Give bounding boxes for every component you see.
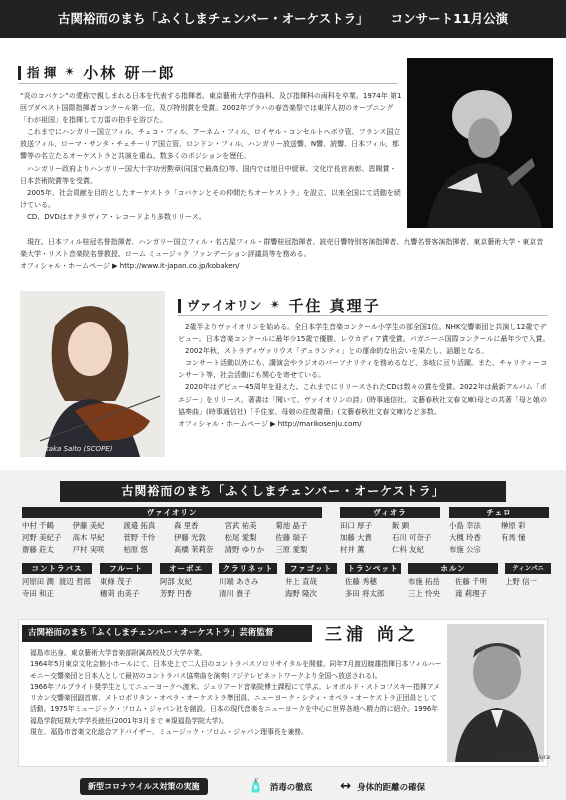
conductor-bio-sub (20, 236, 550, 272)
member-name: 小島 幸法 (449, 521, 481, 530)
member-name: 多田 将太郎 (345, 589, 385, 598)
member-name: 榊原 彩 (501, 521, 526, 530)
fagotto-members (285, 576, 337, 599)
star-icon: ✴ (64, 65, 76, 80)
bio-paragraph: CD、DVDはオクタヴィア・レコードより多数リリース。 (27, 212, 206, 221)
timpani-section (505, 563, 551, 587)
header-concert: コンサート11月公演 (390, 11, 509, 26)
section-label: ヴァイオリン (22, 507, 322, 518)
conductor-heading (18, 62, 176, 83)
member-name: 松尾 愛梨 (224, 533, 257, 542)
director-label: 古関裕而のまち「ふくしまチェンバー・オーケストラ」芸術監督 (22, 625, 312, 642)
member-name: 布施 公宗 (449, 545, 481, 554)
member-name: 清川 貴子 (219, 589, 251, 598)
director-photo-credit: photo:Yuhka Miura (494, 754, 550, 761)
bio-paragraph: 1966年フルブライト奨学生としてニューヨークへ渡米。ジュリアード音楽院博士課程にて学ぶ。レオポルド・ストコフスキー指揮アメリカン交響楽団副首席、メトロポリタン・オペラ・オーケストラ準団員、ニューヨーク・シティ・オペラ・オーケストラ正団員として活動。1975年ミュージック・フロム・ジャパン社を創設。日本の現代音楽をニューヨークを中心に世界各地へ精力的に紹介。1996年福島学院短期大学学長就任(2001年3月まで ※現福島学院大学)。 (30, 682, 440, 725)
member-name: 菊池 晶子 (275, 521, 308, 530)
conductor-photo (407, 58, 553, 228)
member-name: 佐藤 秀穂 (345, 577, 377, 586)
member-name: 河野 美紀子 (22, 533, 62, 542)
member-name: 川端 あさみ (219, 577, 259, 586)
violinist-photo (20, 291, 165, 457)
section-label: オーボエ (160, 563, 212, 574)
bio-paragraph: ハンガリー政府よりハンガリー国大十字功労勲章(同国で最高位)等、国内では旭日中綬章、文化庁長官表彰、恩賜賞・日本芸術院賞等を受賞。 (20, 164, 397, 185)
member-name: 滝 莉理子 (455, 589, 487, 598)
timpani-members (505, 576, 551, 587)
orchestra-title: 古関裕而のまち「ふくしまチェンバー・オーケストラ」 (60, 481, 506, 502)
section-label: ファゴット (285, 563, 337, 574)
member-name: 村井 薫 (340, 545, 365, 554)
bio-paragraph: 2002年秋、ストラディヴァリウス「デュランティ」との運命的な出会いを果たし、話題となる。 (185, 347, 489, 356)
member-name: 渡邉 拓真 (123, 521, 156, 530)
fagotto-section (285, 563, 337, 599)
violin-members (22, 520, 322, 555)
violinist-heading (178, 295, 381, 316)
member-name: 中村 千鶴 (22, 521, 54, 530)
bio-paragraph: 現在、福島市音楽文化総合アドバイザー、ミュージック・フロム・ジャパン理事長を兼務。 (30, 728, 308, 737)
violinist-name: 千住 真理子 (288, 297, 381, 315)
member-name: 石川 可奈子 (392, 533, 432, 542)
violin-section (22, 507, 322, 555)
violinist-website: オフィシャル・ホームページ ▶ http://marikosenju.com/ (178, 419, 362, 428)
member-name: 井上 直哉 (285, 577, 317, 586)
divider (18, 83, 398, 84)
member-name: 柏原 悠 (123, 545, 148, 554)
member-name: 加藤 大貴 (340, 533, 372, 542)
flute-members (100, 576, 152, 599)
trumpet-section (345, 563, 401, 599)
oboe-members (160, 576, 212, 599)
clarinet-members (219, 576, 277, 599)
violinist-photo-credit: ©Kiyotaka Saito (SCOPE) (24, 445, 113, 453)
member-name: 清野 ゆりか (224, 545, 264, 554)
cello-members (449, 520, 549, 555)
bio-paragraph: 2005年、社会貢献を目的としたオーケストラ「コバケンとその仲間たちオーケストラ」を設立、以来全国にて活動を続けている。 (20, 188, 401, 209)
member-name: 有馬 憧 (501, 533, 526, 542)
distance-icon: ↔ (340, 779, 352, 794)
bio-paragraph: 福島市出身。東京藝術大学音楽部附属高校及び大学卒業。 (30, 649, 207, 657)
section-label: チェロ (449, 507, 549, 518)
member-name: 海野 隆次 (285, 589, 317, 598)
section-label: コントラバス (22, 563, 92, 574)
member-name: 三上 怜央 (408, 589, 440, 598)
conductor-bio-main (20, 90, 402, 223)
clarinet-section (219, 563, 277, 599)
member-name: 東條 茂子 (100, 577, 132, 586)
member-name: 寺田 和正 (22, 589, 54, 598)
flute-section (100, 563, 152, 599)
bio-paragraph: 1964年5月東京文化会館小ホールにて、日本史上で二人目のコントラバスソロリサイタルを開催。同年7月渡辺暁雄指揮日本フィルハーモニー交響楽団と日本人として最初のコントラバス協奏曲を演奏(フジテレビネットワークより全国へ放送される)。 (30, 660, 442, 680)
trumpet-members (345, 576, 401, 599)
member-name: 大槻 玲香 (449, 533, 481, 542)
member-name: 仁科 友紀 (392, 545, 424, 554)
conductor-website: オフィシャル・ホームページ ▶ http://www.it-japan.co.jp/kobaken/ (20, 262, 240, 271)
bio-paragraph: “炎のコバケン”の愛称で親しまれる日本を代表する指揮者。東京藝術大学作曲科、及び指揮科の両科を卒業。1974年 第1回ブダペスト国際指揮者コンクール第一位、及び特別賞を受賞。2002年プラハの春音楽祭では東洋人初のオープニング「わが祖国」を指揮して万雷の拍手を浴びた。 (20, 92, 402, 125)
member-name: 佐藤 千明 (455, 577, 487, 586)
member-name: 戸村 実咲 (72, 545, 105, 554)
star-icon: ✴ (269, 298, 281, 313)
member-name: 佐藤 瑞子 (275, 533, 308, 542)
footer-item-distance: 身体的距離の確保 (357, 782, 426, 793)
conductor-name: 小林 研一郎 (83, 64, 176, 82)
member-name: 髙橋 茉莉奈 (174, 545, 214, 554)
member-name: 布施 拓岳 (408, 577, 440, 586)
violinist-role: ヴァイオリン (178, 299, 262, 313)
member-name: 上野 信一 (505, 577, 537, 586)
bio-paragraph: コンサート活動以外にも、講演会やラジオのパーソナリティを務めるなど、多岐に亘り活躍。また、チャリティーコンサート等、社会活動にも関心を寄せている。 (178, 359, 548, 380)
member-name: 齋藤 莊太 (22, 545, 54, 554)
oboe-section (160, 563, 212, 599)
member-name: 芳野 円香 (160, 589, 192, 598)
section-label: ティンパニ (505, 563, 551, 574)
covid-label: 新型コロナウイルス対策の実施 (80, 778, 208, 795)
member-name: 三原 愛梨 (275, 545, 308, 554)
member-name: 田口 厚子 (340, 521, 372, 530)
bio-paragraph: 2歳半よりヴァイオリンを始める。全日本学生音楽コンクール小学生の部全国1位。NHK交響楽団と共演し12歳でデビュー。日本音楽コンクールに最年少15歳で優勝、レウカディア賞受賞。パガニーニ国際コンクールに最年少で入賞。 (178, 323, 550, 344)
cello-section (449, 507, 549, 555)
member-name: 菅野 千怜 (123, 533, 156, 542)
section-label: フルート (100, 563, 152, 574)
member-name: 穗苅 由美子 (100, 589, 140, 598)
director-bio (30, 648, 442, 738)
contrabass-section (22, 563, 92, 599)
divider (178, 315, 548, 316)
section-label: ヴィオラ (340, 507, 440, 518)
horn-section (408, 563, 498, 599)
violinist-bio (178, 321, 550, 430)
bio-paragraph: 2020年はデビュー45周年を迎えた。これまでにリリースされたCDは数々の賞を受賞。2022年は最新アルバム「ポエジー」をリリース。著書は「聞いて、ヴァイオリンの詩」(時事通信社、文藝春秋社文春文庫)母との共著「母と娘の協奏曲」(時事通信社)「千住家、母娘の往復書簡」(文藝春秋社文春文庫)など多数。 (178, 383, 547, 416)
bio-paragraph: これまでにハンガリー国立フィル、チェコ・フィル、アーネム・フィル、ロイヤル・コンセルトヘボウ管、フランス国立放送フィル、ローマ・サンタ・チェチーリア国立管、ロンドン・フィル、ハンガリー放送響、N響、読響、日本フィル、都響等の名立たるオーケストラと共演を重ね、数多くのポジションを歴任。 (20, 128, 401, 161)
member-name: 高木 早紀 (72, 533, 105, 542)
section-label: トランペット (345, 563, 401, 574)
sanitizer-icon: 🧴 (247, 779, 264, 794)
section-label: クラリネット (219, 563, 277, 574)
page-header (0, 0, 566, 38)
member-name: 森 里香 (174, 521, 199, 530)
member-name: 飯 顕 (392, 521, 410, 530)
director-photo (447, 624, 544, 762)
conductor-role: 指 揮 (18, 66, 56, 80)
member-name: 阿部 友紀 (160, 577, 192, 586)
member-name: 伊藤 光敦 (174, 533, 206, 542)
footer-item-disinfection: 消毒の徹底 (269, 782, 313, 793)
horn-members (408, 576, 498, 599)
contrabass-members (22, 576, 92, 599)
viola-members (340, 520, 440, 555)
viola-section (340, 507, 440, 555)
member-name: 河原田 潤 (22, 577, 54, 586)
director-name: 三浦 尚之 (325, 625, 419, 645)
header-title: 古関裕而のまち「ふくしまチェンバー・オーケストラ」 (57, 11, 369, 26)
footer (0, 773, 566, 800)
bio-paragraph: 現在、日本フィル桂冠名誉指揮者、ハンガリー国立フィル・名古屋フィル・群響桂冠指揮者、読売日響特別客演指揮者、九響名誉客演指揮者、東京藝術大学・東京音楽大学・リスト音楽院名誉教授、ローム ミュージック ファンデーション評議員等を務める。 (20, 238, 544, 259)
member-name: 伊藤 美紀 (72, 521, 105, 530)
member-name: 渡辺 哲郎 (59, 577, 91, 586)
member-name: 宮武 祐美 (224, 521, 257, 530)
section-label: ホルン (408, 563, 498, 574)
